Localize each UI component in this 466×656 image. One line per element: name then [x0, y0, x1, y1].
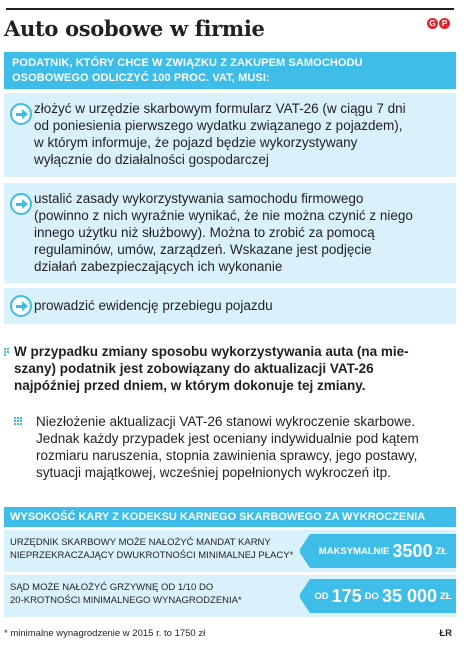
text-line: od poniesienia pierwszego wydatku związanego z pojazdem),	[34, 118, 403, 133]
penalty-row	[4, 575, 456, 617]
amount-connector: DO	[364, 590, 379, 602]
penalty-amount	[310, 534, 456, 568]
top-rule	[6, 8, 454, 10]
logo-letter: G	[427, 18, 438, 29]
bullet-dots-icon	[4, 348, 9, 356]
text-line: szany) podatnik jest zobowiązany do aktualizacji VAT-26	[14, 361, 374, 376]
footnote: * minimalne wynagrodzenie w 2015 r. to 1750 zł	[4, 628, 206, 639]
penalty-row	[4, 530, 456, 572]
amount-prefix: MAKSYMALNIE	[318, 545, 390, 557]
logo-letter: P	[439, 18, 450, 29]
text-line: wyłącznie do działalności gospodarczej	[34, 152, 269, 167]
penalty-description	[10, 536, 300, 562]
requirement-text	[34, 100, 446, 168]
text-line: sytuacji majątkowej, wcześniej popełnionych wykroczeń itp.	[36, 465, 391, 480]
requirement-text	[34, 297, 446, 314]
amount-value: 3500	[392, 540, 433, 561]
arrow-right-icon	[10, 193, 32, 215]
text-line: ustalić zasady wykorzystywania samochodu firmowego	[34, 191, 364, 206]
bullet-grid-icon	[14, 417, 24, 427]
amount-unit: ZŁ	[435, 545, 448, 557]
banner-line: OSOBOWEGO ODLICZYĆ 100 PROC. VAT, MUSI:	[12, 72, 270, 84]
text-line: regulaminów, umów, zarządzeń. Wskazane jest podjęcie	[34, 242, 372, 257]
notice-paragraph	[14, 343, 452, 394]
text-line: innego użytku niż służbowy). Można to zrobić za pomocą	[34, 225, 375, 240]
arrow-right-icon	[10, 295, 32, 317]
text-line: Jednak każdy przypadek jest oceniany indywidualnie pod kątem	[36, 431, 419, 446]
penalty-amount	[310, 579, 456, 613]
page-title: Auto osobowe w firmie	[4, 16, 265, 41]
source-initials: ŁR	[439, 628, 452, 639]
text-line: działań zabezpieczających ich wykonanie	[34, 259, 283, 274]
text-line: SĄD MOŻE NAŁOŻYĆ GRZYWNĘ OD 1/10 DO	[10, 582, 214, 593]
text-line: (powinno z nich wyraźnie wynikać, że nie można czynić z niego	[34, 208, 413, 223]
text-line: złożyć w urzędzie skarbowym formularz VAT-26 (w ciągu 7 dni	[34, 101, 406, 116]
text-line: W przypadku zmiany sposobu wykorzystywania auta (na mie-	[14, 344, 409, 359]
text-line: prowadzić ewidencję przebiegu pojazdu	[34, 298, 273, 313]
requirement-text	[34, 190, 446, 275]
text-line: URZĘDNIK SKARBOWY MOŻE NAŁOŻYĆ MANDAT KARNY	[10, 537, 271, 548]
amount-value: 175	[331, 585, 362, 606]
penalty-description	[10, 581, 300, 607]
text-line: NIEPRZEKRACZAJĄCY DWUKROTNOŚCI MINIMALNEJ PŁACY*	[10, 550, 294, 561]
requirement-item	[4, 288, 456, 324]
arrow-right-icon	[10, 103, 32, 125]
note-paragraph	[36, 413, 454, 481]
text-line: najpóźniej przed dniem, w którym dokonuje tej zmiany.	[14, 378, 366, 393]
requirement-item	[4, 183, 456, 283]
publisher-logo	[427, 18, 450, 29]
amount-prefix: OD	[314, 590, 329, 602]
amount-value: 35 000	[381, 585, 437, 606]
text-line: rozmiaru naruszenia, stopnia zawinienia sprawcy, jego postawy,	[36, 448, 418, 463]
text-line: w którym informuje, że pojazd będzie wykorzystywany	[34, 135, 358, 150]
requirement-item	[4, 93, 456, 177]
amount-unit: ZŁ	[440, 590, 452, 602]
text-line: Niezłożenie aktualizacji VAT-26 stanowi wykroczenie skarbowe.	[36, 414, 416, 429]
requirements-banner	[4, 52, 456, 89]
penalties-header: WYSOKOŚĆ KARY Z KODEKSU KARNEGO SKARBOWEGO ZA WYKROCZENIA	[4, 507, 456, 527]
banner-line: PODATNIK, KTÓRY CHCE W ZWIĄZKU Z ZAKUPEM SAMOCHODU	[12, 57, 363, 69]
text-line: 20-KROTNOŚCI MINIMALNEGO WYNAGRODZENIA*	[10, 595, 242, 606]
